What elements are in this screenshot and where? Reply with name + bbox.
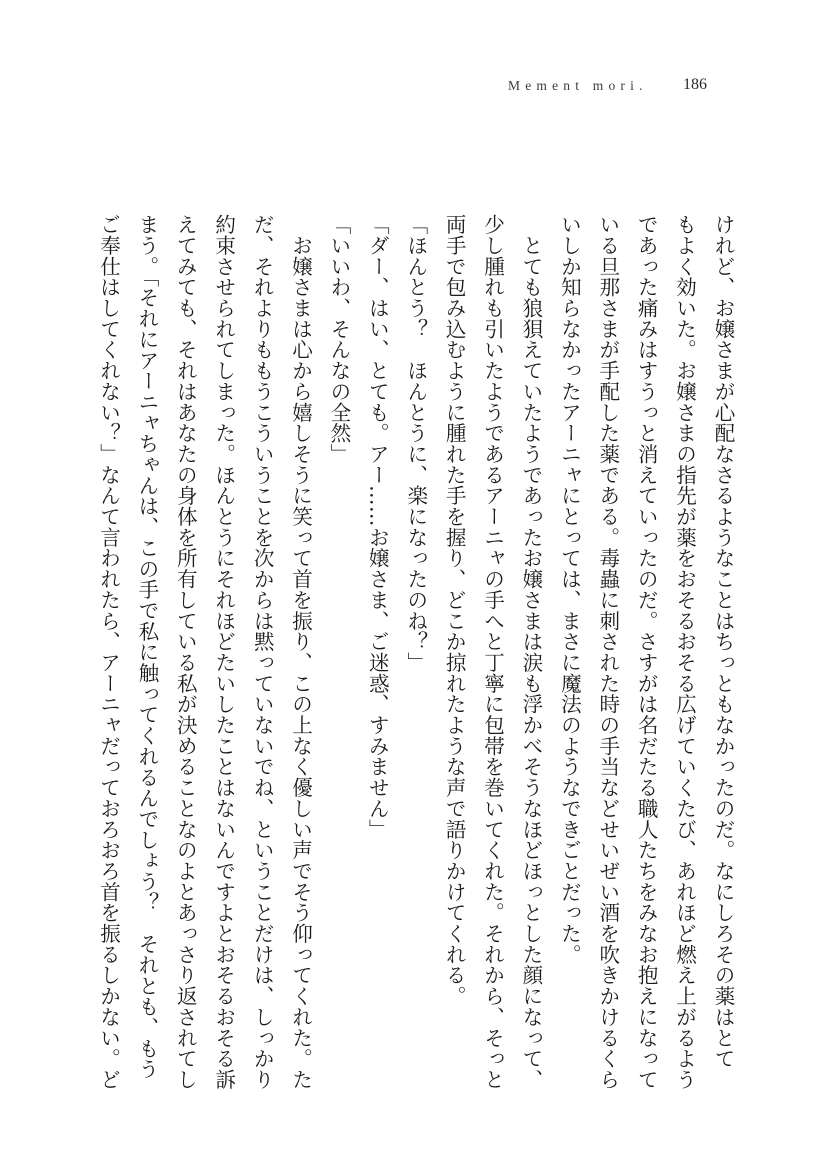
page-number: 186: [683, 76, 707, 93]
text-line: 両手で包み込むように腫れた手を握り、どこか掠れたような声で語りかけてくれる。: [442, 214, 467, 1007]
text-line: とても狼狽えていたようであったお嬢さまは涙も浮かべそうなほどほっとした顔になって、: [518, 214, 543, 1090]
text-line: 約束させられてしまった。ほんとうにそれほどたいしたことはないんですよとおそるおそる訴: [211, 214, 236, 1090]
text-line: まう。「それにアーニャちゃんは、この手で私に触ってくれるんでしょう？ それとも、もう: [134, 214, 159, 1080]
text-line: であった痛みはすうっと消えていったのだ。さすがは名だたる職人たちをみなお抱えになって: [634, 214, 659, 1090]
text-line: けれど、お嬢さまが心配なさるようなことはちっともなかったのだ。なにしろその薬はとて: [711, 214, 735, 1069]
text-line: えてみても、それはあなたの身体を所有している私が決めることなのよとあっさり返されてし: [173, 214, 198, 1090]
text-line: 「いいわ、そんなの全然」: [326, 214, 351, 465]
text-line: だ、それよりももうこういうことを次からは黙っていないでね、ということだけは、しっかり: [250, 214, 275, 1090]
text-line: ご奉仕はしてくれない？」なんて言われたら、アーニャだっておろおろ首を振るしかない。ど: [96, 214, 121, 1090]
text-line: いる旦那さまが手配した薬である。毒蟲に刺された時の手当などせいぜい酒を吹きかけるくら: [595, 214, 620, 1090]
text-line: 少し腫れも引いたようであるアーニャの手へと丁寧に包帯を巻いてくれた。それから、そっと: [480, 214, 505, 1090]
text-line: 「ダー、はい、とても。アー……お嬢さま、ご迷惑、すみません」: [365, 214, 390, 840]
text-line: 「ほんとう？ ほんとうに、楽になったのね？」: [403, 214, 428, 673]
body-text: [96, 214, 742, 1094]
text-line: もよく効いた。お嬢さまの指先が薬をおそるおそる広げていくたび、あれほど燃え上がるよう: [672, 214, 697, 1090]
running-title: Mement mori.: [508, 78, 648, 93]
text-line: いしか知らなかったアーニャにとっては、まさに魔法のようなできごとだった。: [557, 214, 582, 965]
text-line: お嬢さまは心から嬉しそうに笑って首を振り、この上なく優しい声でそう仰ってくれた。た: [288, 214, 313, 1090]
